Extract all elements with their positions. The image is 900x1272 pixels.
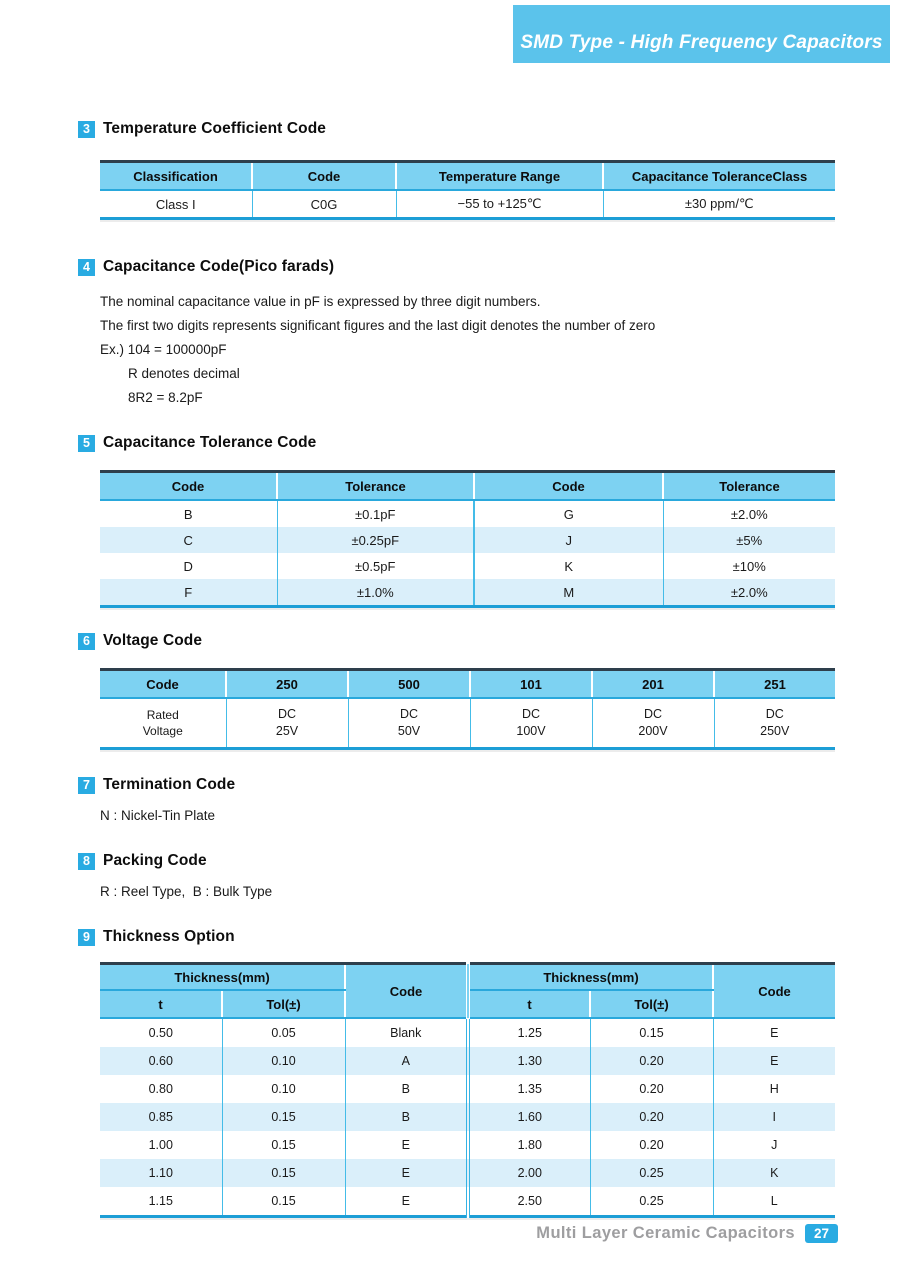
table-row	[100, 1018, 835, 1047]
cell-line: DC	[643, 707, 663, 721]
cell: E	[713, 1047, 835, 1075]
col-header: Classification	[100, 162, 252, 191]
cell: C0G	[252, 190, 396, 219]
row-label-line: Voltage	[142, 724, 183, 738]
cell	[592, 698, 714, 749]
section-title: Capacitance Code(Pico farads)	[103, 258, 335, 275]
section-heading-capacitance-code	[78, 256, 835, 278]
cell: ±0.25pF	[277, 527, 474, 553]
cell-line: 200V	[638, 724, 668, 738]
section-number-badge: 5	[78, 435, 95, 452]
cell: 1.30	[468, 1047, 590, 1075]
section-title: Voltage Code	[103, 632, 203, 649]
cell: ±2.0%	[663, 500, 835, 527]
table-row	[100, 527, 835, 553]
table-row	[100, 1047, 835, 1075]
cell: 0.20	[590, 1103, 713, 1131]
cell: 0.20	[590, 1131, 713, 1159]
cell: ±0.1pF	[277, 500, 474, 527]
page-number-badge: 27	[805, 1224, 838, 1243]
table-row	[100, 1131, 835, 1159]
table-row	[100, 553, 835, 579]
col-header: t	[468, 990, 590, 1018]
cell: K	[474, 553, 663, 579]
cell: 0.25	[590, 1159, 713, 1187]
cell: 0.10	[222, 1075, 345, 1103]
cell: A	[345, 1047, 468, 1075]
cell: ±5%	[663, 527, 835, 553]
section-number-badge: 3	[78, 121, 95, 138]
section-number-badge: 6	[78, 633, 95, 650]
cell: J	[474, 527, 663, 553]
text-line: The first two digits represents significant figures and the last digit denotes the number of zero	[100, 318, 656, 333]
text-line: R denotes decimal	[128, 366, 240, 381]
cell: 1.35	[468, 1075, 590, 1103]
header-banner	[513, 5, 890, 63]
termination-code-text: N : Nickel-Tin Plate	[100, 808, 216, 823]
section-title: Termination Code	[103, 776, 236, 793]
table-row	[100, 1075, 835, 1103]
cell: 0.20	[590, 1075, 713, 1103]
cell: C	[100, 527, 277, 553]
cell: ±30 ppm/℃	[603, 190, 835, 219]
cell: 0.25	[590, 1187, 713, 1217]
section-heading-capacitance-tolerance	[78, 432, 835, 454]
section-title: Temperature Coefficient Code	[103, 120, 326, 137]
cell: −55 to +125℃	[396, 190, 603, 219]
cell: B	[100, 500, 277, 527]
cell: ±2.0%	[663, 579, 835, 607]
cell	[226, 698, 348, 749]
cell: 0.10	[222, 1047, 345, 1075]
cell: G	[474, 500, 663, 527]
col-header: Code	[252, 162, 396, 191]
cell: Class I	[100, 190, 252, 219]
cell: J	[713, 1131, 835, 1159]
col-header: Code	[100, 472, 277, 501]
cell: 1.25	[468, 1018, 590, 1047]
cell-line: 50V	[397, 724, 421, 738]
col-header: Code	[100, 670, 226, 699]
section-heading-packing-code	[78, 850, 835, 872]
col-header: 251	[714, 670, 835, 699]
cell: L	[713, 1187, 835, 1217]
cell: M	[474, 579, 663, 607]
col-header: Code	[474, 472, 663, 501]
cell: ±10%	[663, 553, 835, 579]
col-header: Code	[713, 964, 835, 1019]
temp-coefficient-table	[100, 160, 835, 220]
cell: 0.15	[590, 1018, 713, 1047]
col-header: Tol(±)	[222, 990, 345, 1018]
table-row	[100, 579, 835, 607]
text-line: 8R2 = 8.2pF	[128, 390, 203, 405]
cell: 0.05	[222, 1018, 345, 1047]
col-header: 500	[348, 670, 470, 699]
cell: Blank	[345, 1018, 468, 1047]
packing-code-text: R : Reel Type, B : Bulk Type	[100, 884, 273, 899]
cell: D	[100, 553, 277, 579]
section-heading-thickness-option	[78, 926, 835, 948]
cell: 1.00	[100, 1131, 222, 1159]
section-number-badge: 7	[78, 777, 95, 794]
cell	[470, 698, 592, 749]
thickness-option-table	[100, 962, 835, 1218]
col-header: Thickness(mm)	[468, 964, 713, 991]
section-heading-termination-code	[78, 774, 835, 796]
cell: 0.20	[590, 1047, 713, 1075]
page-title: SMD Type - High Frequency Capacitors	[520, 32, 883, 53]
cell	[348, 698, 470, 749]
cell: F	[100, 579, 277, 607]
cell: 1.80	[468, 1131, 590, 1159]
cell: 0.15	[222, 1159, 345, 1187]
cell: 0.80	[100, 1075, 222, 1103]
table-header-row	[100, 472, 835, 501]
cell: 0.15	[222, 1131, 345, 1159]
row-label	[100, 698, 226, 749]
page-footer	[536, 1224, 838, 1243]
cell: E	[345, 1131, 468, 1159]
col-header: Temperature Range	[396, 162, 603, 191]
section-title: Capacitance Tolerance Code	[103, 434, 317, 451]
section-heading-temp-coefficient	[78, 118, 835, 140]
cell: ±0.5pF	[277, 553, 474, 579]
cell: E	[345, 1187, 468, 1217]
cell	[714, 698, 835, 749]
col-header: Code	[345, 964, 468, 1019]
section-number-badge: 9	[78, 929, 95, 946]
cell: 2.50	[468, 1187, 590, 1217]
section-heading-voltage-code	[78, 630, 835, 652]
capacitance-tolerance-table	[100, 470, 835, 608]
section-title: Thickness Option	[103, 928, 235, 945]
cell-line: DC	[765, 707, 784, 721]
cell: 0.50	[100, 1018, 222, 1047]
cell: 0.60	[100, 1047, 222, 1075]
cell: 0.85	[100, 1103, 222, 1131]
capacitance-code-description	[100, 290, 835, 410]
footer-label: Multi Layer Ceramic Capacitors	[536, 1224, 795, 1242]
cell: 1.10	[100, 1159, 222, 1187]
section-title: Packing Code	[103, 852, 207, 869]
col-header: Capacitance ToleranceClass	[603, 162, 835, 191]
col-header: Tolerance	[277, 472, 474, 501]
col-header: Thickness(mm)	[100, 964, 345, 991]
text-line: The nominal capacitance value in pF is expressed by three digit numbers.	[100, 294, 541, 309]
table-row	[100, 1103, 835, 1131]
table-row	[100, 1187, 835, 1217]
table-row	[100, 698, 835, 749]
cell: I	[713, 1103, 835, 1131]
text-line: Ex.) 104 = 100000pF	[100, 342, 227, 357]
cell: B	[345, 1075, 468, 1103]
table-header-row	[100, 162, 835, 191]
cell-line: DC	[521, 707, 541, 721]
table-row	[100, 190, 835, 219]
cell: 0.15	[222, 1103, 345, 1131]
cell: 0.15	[222, 1187, 345, 1217]
cell: 1.15	[100, 1187, 222, 1217]
table-header-row	[100, 964, 835, 991]
table-header-row	[100, 670, 835, 699]
col-header: 201	[592, 670, 714, 699]
cell: ±1.0%	[277, 579, 474, 607]
row-label-line: Rated	[146, 708, 179, 722]
col-header: Tol(±)	[590, 990, 713, 1018]
table-row	[100, 1159, 835, 1187]
cell: 1.60	[468, 1103, 590, 1131]
cell-line: 25V	[275, 724, 299, 738]
cell-line: 100V	[516, 724, 546, 738]
cell-line: DC	[399, 707, 419, 721]
col-header: 250	[226, 670, 348, 699]
section-number-badge: 8	[78, 853, 95, 870]
cell: B	[345, 1103, 468, 1131]
section-number-badge: 4	[78, 259, 95, 276]
cell: E	[713, 1018, 835, 1047]
voltage-code-table	[100, 668, 835, 750]
col-header: Tolerance	[663, 472, 835, 501]
col-header: 101	[470, 670, 592, 699]
table-row	[100, 500, 835, 527]
cell: H	[713, 1075, 835, 1103]
cell-line: DC	[277, 707, 297, 721]
col-header: t	[100, 990, 222, 1018]
cell-line: 250V	[760, 724, 790, 738]
cell: 2.00	[468, 1159, 590, 1187]
cell: E	[345, 1159, 468, 1187]
cell: K	[713, 1159, 835, 1187]
